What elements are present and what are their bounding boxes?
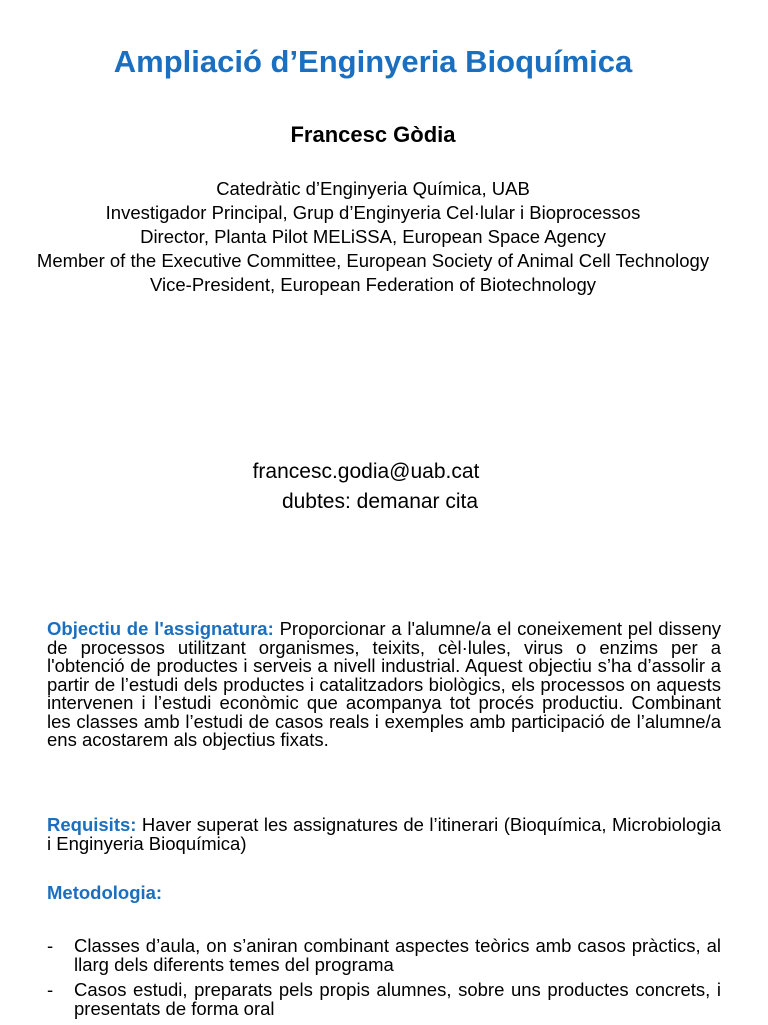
metodologia-section [47,884,721,903]
objectiu-text: Proporcionar a l'alumne/a el coneixement pel disseny de processos utilitzant organismes, teixits, cèl·lules, virus o enzims per a l'obtenció de productes i serveis a nivell industrial. Aquest objectiu s’ha d’assolir a partir de l’estudi dels productes i catalitzadors biològics, els processos on aquests intervenen i l’estudi econòmic que acompanya tot procés productiu. Combinant les classes amb l’estudi de casos reals i exemples amb participació de l’alumne/a ens acostarem als objectius fixats. [47,618,722,750]
contact-email: francesc.godia@uab.cat [252,460,480,483]
list-item [47,981,721,1018]
affiliation-line: Investigador Principal, Grup d’Enginyeria Cel·lular i Bioprocessos [105,202,641,223]
contact-doubts: dubtes: demanar cita [281,490,479,513]
list-item-text: Casos estudi, preparats pels propis alumnes, sobre uns productes concrets, i presentats de forma oral [74,979,721,1019]
list-item [47,937,721,974]
bullet-dash: - [47,935,54,956]
objectiu-heading: Objectiu de l'assignatura: [47,618,274,639]
requisits-section [47,816,721,853]
author-name: Francesc Gòdia [290,122,456,147]
affiliation-line: Catedràtic d’Enginyeria Química, UAB [216,178,530,199]
contact-block [0,457,730,517]
bullet-dash: - [47,979,54,1000]
document-title: Ampliació d’Enginyeria Bioquímica [113,44,633,79]
metodologia-list [47,937,721,1025]
requisits-text: Haver superat les assignatures de l’itinerari (Bioquímica, Microbiologia i Enginyeria Bioquímica) [47,814,722,854]
requisits-heading: Requisits: [47,814,137,835]
affiliations-block [30,177,716,297]
objectiu-section [47,620,721,750]
affiliation-line: Director, Planta Pilot MELiSSA, European Space Agency [140,226,606,247]
affiliation-line: Member of the Executive Committee, European Society of Animal Cell Technology [36,250,710,271]
list-item-text: Classes d’aula, on s’aniran combinant aspectes teòrics amb casos pràctics, al llarg dels diferents temes del programa [74,935,721,975]
metodologia-heading: Metodologia: [47,882,163,903]
affiliation-line: Vice-President, European Federation of Biotechnology [150,274,596,295]
